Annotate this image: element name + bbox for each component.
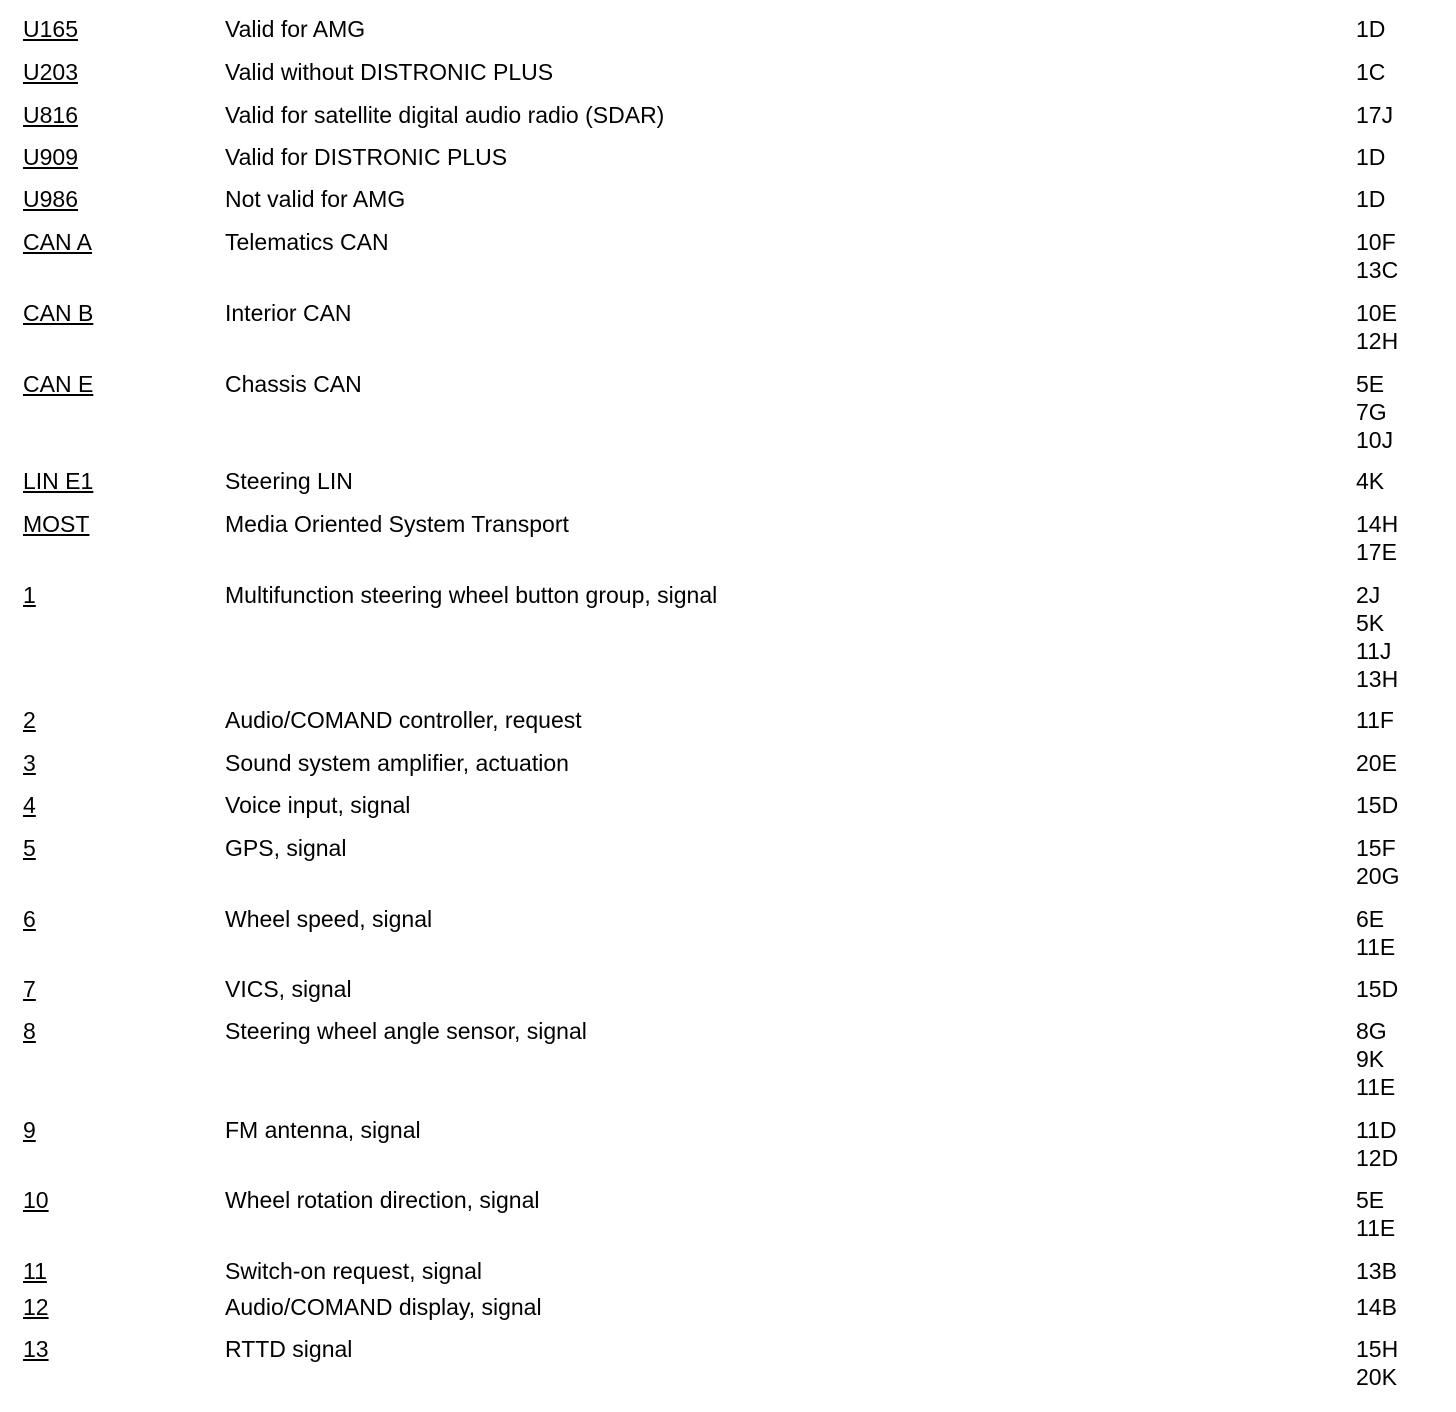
grid-reference: 6E [1356, 906, 1385, 932]
legend-grid-refs [1356, 581, 1398, 693]
legend-description: GPS, signal [225, 835, 347, 861]
grid-reference: 13H [1356, 666, 1399, 692]
legend-description: Voice input, signal [225, 792, 411, 818]
grid-reference: 1C [1356, 59, 1386, 85]
legend-grid-refs [1356, 1186, 1395, 1242]
legend-description: Telematics CAN [225, 229, 389, 255]
legend-description: Multifunction steering wheel button group, signal [225, 582, 718, 608]
grid-reference: 12H [1356, 328, 1399, 354]
legend-description: Media Oriented System Transport [225, 511, 569, 537]
grid-reference: 8G [1356, 1018, 1387, 1044]
legend-description: RTTD signal [225, 1336, 353, 1362]
legend-grid-refs [1356, 1335, 1398, 1391]
legend-grid-refs [1356, 370, 1393, 454]
legend-grid-refs [1356, 15, 1385, 43]
legend-description: Wheel speed, signal [225, 906, 433, 932]
legend-description: Wheel rotation direction, signal [225, 1187, 540, 1213]
legend-code-link[interactable]: 4 [23, 792, 36, 818]
legend-description: Valid for AMG [225, 16, 366, 42]
grid-reference: 15F [1356, 835, 1396, 861]
grid-reference: 2J [1356, 582, 1381, 608]
legend-code-link[interactable]: 1 [23, 582, 36, 608]
legend-code-link[interactable]: MOST [23, 511, 90, 537]
grid-reference: 10J [1356, 427, 1394, 453]
grid-reference: 12D [1356, 1145, 1399, 1171]
legend-code-link[interactable]: 9 [23, 1117, 36, 1143]
grid-reference: 15D [1356, 976, 1399, 1002]
grid-reference: 11J [1356, 638, 1392, 664]
grid-reference: 17E [1356, 539, 1397, 565]
legend-grid-refs [1356, 101, 1393, 129]
grid-reference: 7G [1356, 399, 1387, 425]
grid-reference: 13C [1356, 257, 1399, 283]
legend-description: Steering LIN [225, 468, 353, 494]
grid-reference: 5K [1356, 610, 1385, 636]
legend-grid-refs [1356, 975, 1398, 1003]
legend-grid-refs [1356, 467, 1384, 495]
legend-description: Steering wheel angle sensor, signal [225, 1018, 587, 1044]
legend-description: Interior CAN [225, 300, 352, 326]
legend-description: Audio/COMAND controller, request [225, 707, 582, 733]
legend-grid-refs [1356, 1017, 1395, 1101]
grid-reference: 20K [1356, 1364, 1397, 1390]
legend-code-link[interactable]: LIN E1 [23, 468, 94, 494]
legend-grid-refs [1356, 58, 1385, 86]
legend-description: Switch-on request, signal [225, 1258, 482, 1284]
legend-code-link[interactable]: 12 [23, 1294, 49, 1320]
legend-description: Valid for satellite digital audio radio (SDAR) [225, 102, 665, 128]
legend-grid-refs [1356, 905, 1395, 961]
legend-grid-refs [1356, 510, 1398, 566]
legend-grid-refs [1356, 791, 1398, 819]
legend-code-link[interactable]: 10 [23, 1187, 49, 1213]
legend-code-link[interactable]: U816 [23, 102, 78, 128]
grid-reference: 5E [1356, 1187, 1385, 1213]
grid-reference: 14B [1356, 1294, 1397, 1320]
grid-reference: 11F [1356, 707, 1394, 733]
legend-description: Not valid for AMG [225, 186, 406, 212]
grid-reference: 14H [1356, 511, 1399, 537]
legend-grid-refs [1356, 1116, 1398, 1172]
grid-reference: 15H [1356, 1336, 1399, 1362]
grid-reference: 13B [1356, 1258, 1397, 1284]
legend-grid-refs [1356, 185, 1385, 213]
grid-reference: 20E [1356, 750, 1397, 776]
legend-code-link[interactable]: 11 [23, 1258, 47, 1284]
legend-code-link[interactable]: 2 [23, 707, 36, 733]
grid-reference: 15D [1356, 792, 1399, 818]
grid-reference: 10F [1356, 229, 1396, 255]
legend-description: Valid without DISTRONIC PLUS [225, 59, 554, 85]
grid-reference: 11D [1356, 1117, 1397, 1143]
legend-description: VICS, signal [225, 976, 352, 1002]
legend-code-link[interactable]: 13 [23, 1336, 49, 1362]
grid-reference: 10E [1356, 300, 1397, 326]
legend-code-link[interactable]: U986 [23, 186, 78, 212]
legend-code-link[interactable]: U203 [23, 59, 78, 85]
grid-reference: 1D [1356, 144, 1386, 170]
legend-grid-refs [1356, 706, 1394, 734]
grid-reference: 17J [1356, 102, 1394, 128]
legend-grid-refs [1356, 299, 1398, 355]
legend-code-link[interactable]: 8 [23, 1018, 36, 1044]
legend-code-link[interactable]: U165 [23, 16, 78, 42]
legend-code-link[interactable]: CAN E [23, 371, 94, 397]
legend-grid-refs [1356, 834, 1399, 890]
grid-reference: 11E [1356, 1215, 1396, 1241]
legend-code-link[interactable]: 6 [23, 906, 36, 932]
grid-reference: 11E [1356, 934, 1396, 960]
legend-code-link[interactable]: 5 [23, 835, 36, 861]
legend-description: FM antenna, signal [225, 1117, 421, 1143]
grid-reference: 11E [1356, 1074, 1396, 1100]
grid-reference: 20G [1356, 863, 1400, 889]
legend-description: Audio/COMAND display, signal [225, 1294, 542, 1320]
legend-grid-refs [1356, 1257, 1397, 1285]
legend-grid-refs [1356, 143, 1385, 171]
legend-grid-refs [1356, 1293, 1397, 1321]
grid-reference: 9K [1356, 1046, 1385, 1072]
legend-description: Valid for DISTRONIC PLUS [225, 144, 508, 170]
legend-code-link[interactable]: 3 [23, 750, 36, 776]
legend-code-link[interactable]: CAN A [23, 229, 93, 255]
grid-reference: 1D [1356, 186, 1386, 212]
grid-reference: 1D [1356, 16, 1386, 42]
legend-description: Sound system amplifier, actuation [225, 750, 569, 776]
legend-grid-refs [1356, 749, 1397, 777]
legend-description: Chassis CAN [225, 371, 362, 397]
legend-code-link[interactable]: U909 [23, 144, 78, 170]
legend-code-link[interactable]: 7 [23, 976, 36, 1002]
grid-reference: 5E [1356, 371, 1385, 397]
legend-code-link[interactable]: CAN B [23, 300, 94, 326]
legend-grid-refs [1356, 228, 1398, 284]
grid-reference: 4K [1356, 468, 1385, 494]
